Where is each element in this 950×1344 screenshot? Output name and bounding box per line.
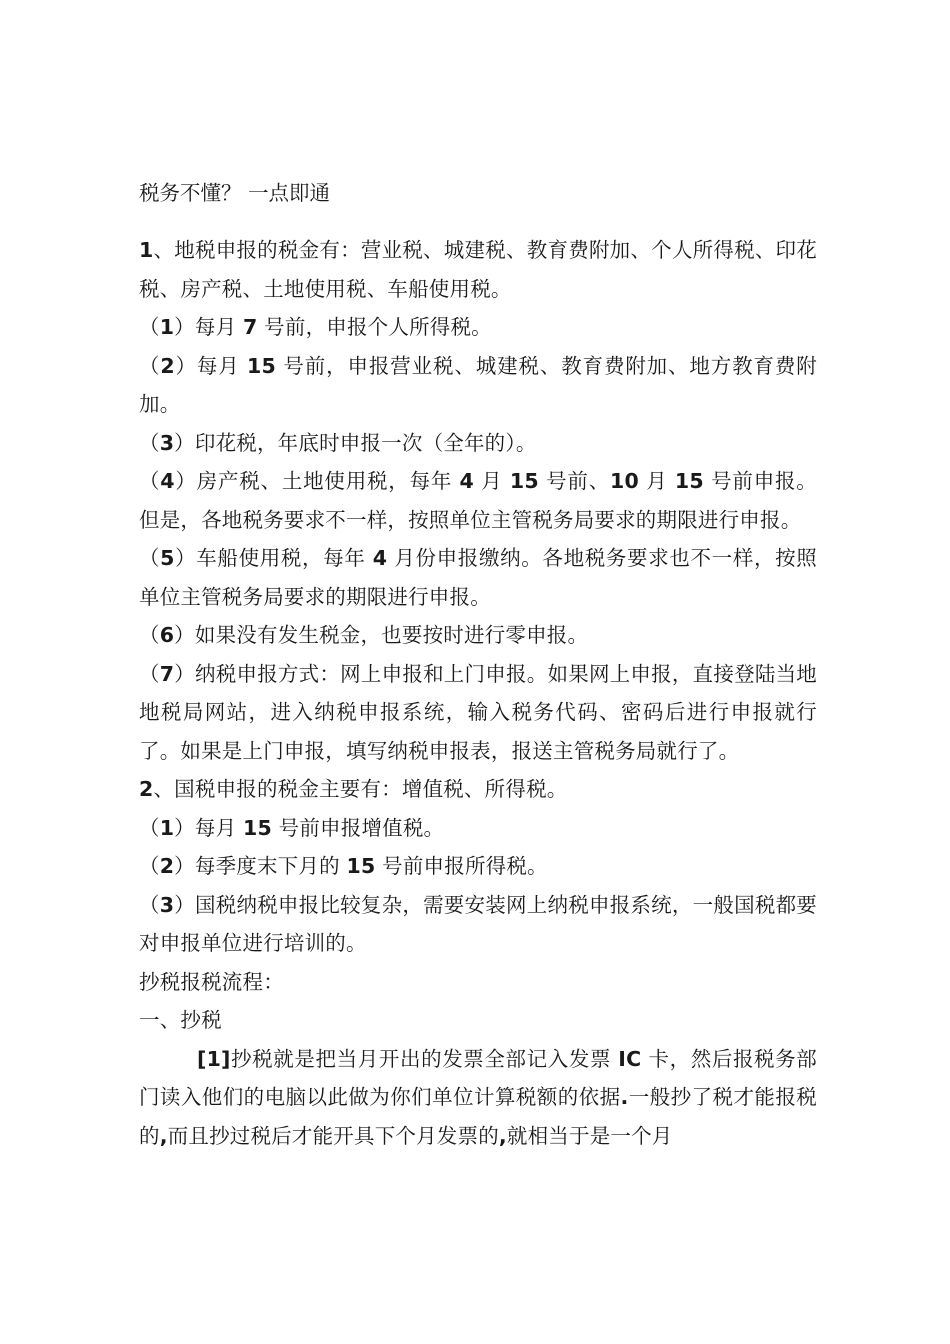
document-title: 税务不懂？ 一点即通 [139,181,331,205]
paragraph-local-tax-4: （4）房产税、土地使用税，每年 4 月 15 号前、10 月 15 号前申报。但是，各地税务要求不一样，按照单位主管税务局要求的期限进行申报。 [139,469,817,532]
paragraph-local-tax-1: （1）每月 7 号前，申报个人所得税。 [139,315,492,339]
paragraph-national-tax-1: （1）每月 15 号前申报增值税。 [139,815,445,840]
paragraph-local-tax-5: （5）车船使用税，每年 4 月份申报缴纳。各地税务要求也不一样，按照单位主管税务局要求的期限进行申报。 [139,546,818,609]
paragraph-local-tax-6: （6）如果没有发生税金，也要按时进行零申报。 [139,623,589,647]
document-body [139,231,817,1155]
paragraph-national-tax-2: （2）每季度末下月的 15 号前申报所得税。 [139,854,548,878]
paragraph-section-heading: 一、抄税 [139,1008,222,1032]
paragraph-local-tax-3: （3）印花税，年底时申报一次（全年的）。 [139,430,537,455]
paragraph-national-tax: 2、国税申报的税金主要有：增值税、所得税。 [139,777,568,801]
paragraph-process-heading: 抄税报税流程： [139,969,284,994]
paragraph-national-tax-3: （3）国税纳税申报比较复杂，需要安装网上纳税申报系统，一般国税都要对申报单位进行培训的。 [139,892,818,955]
paragraph-local-tax-2: （2）每月 15 号前，申报营业税、城建税、教育费附加、地方教育费附加。 [139,353,817,416]
paragraph-local-tax-7: （7）纳税申报方式：网上申报和上门申报。如果网上申报，直接登陆当地地税局网站，进入纳税申报系统，输入税务代码、密码后进行申报就行了。如果是上门申报，填写纳税申报表，报送主管税务局就行了。 [139,661,818,763]
paragraph-local-tax: 1、地税申报的税金有：营业税、城建税、教育费附加、个人所得税、印花税、房产税、土地使用税、车船使用税。 [139,238,817,301]
paragraph-copy-tax: [1]抄税就是把当月开出的发票全部记入发票 IC 卡，然后报税务部门读入他们的电脑以此做为你们单位计算税额的依据.一般抄了税才能报税的,而且抄过税后才能开具下个月发票的,就相当于是一个月 [139,1046,817,1148]
